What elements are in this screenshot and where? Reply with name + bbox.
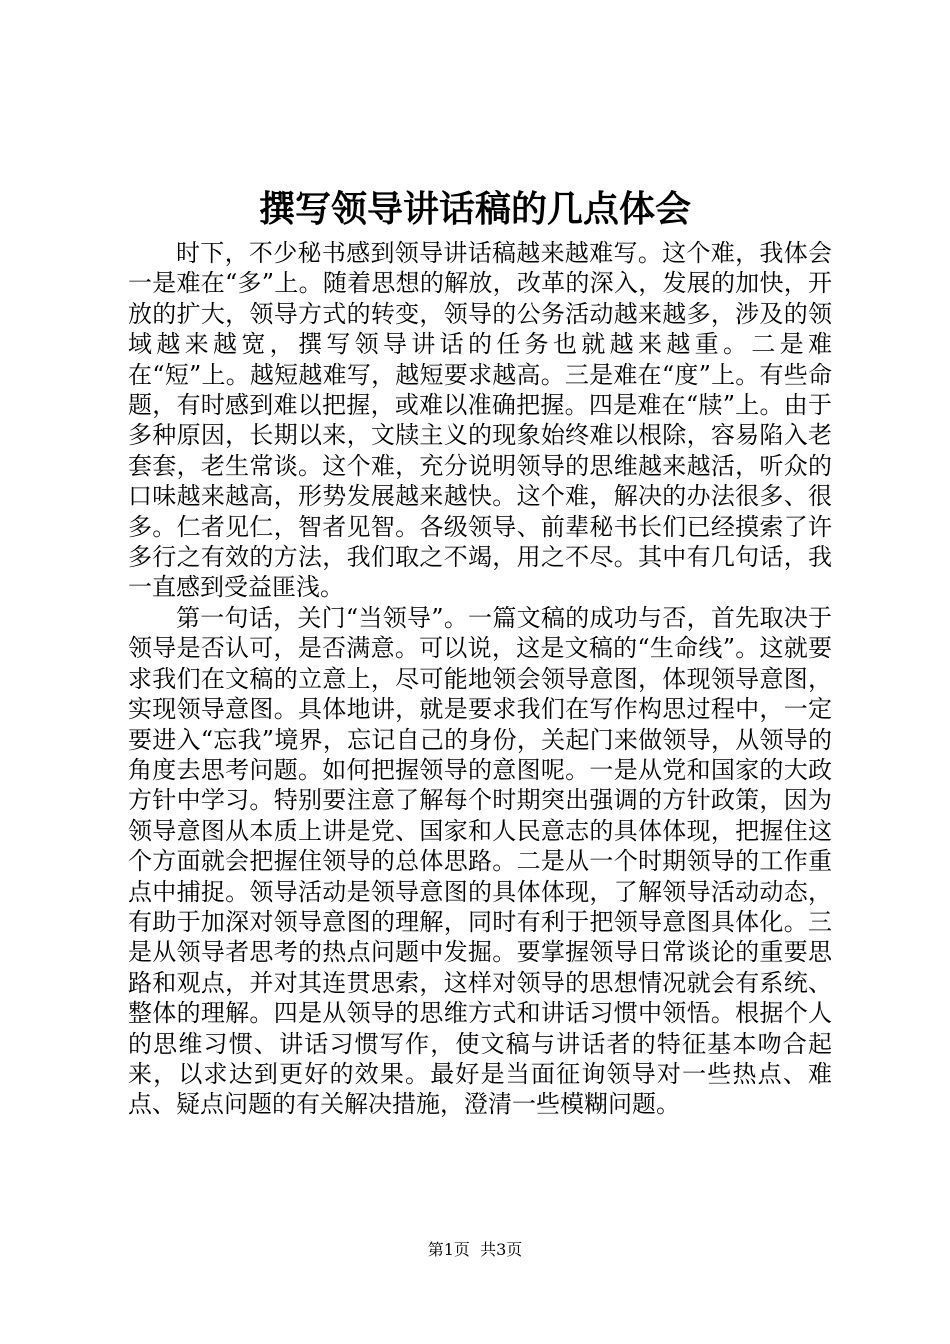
paragraph-2: 第一句话，关门“当领导”。一篇文稿的成功与否，首先取决于领导是否认可，是否满意。可以说，这是文稿的“生命线”。这就要求我们在文稿的立意上，尽可能地领会领导意图，体现领导意图，实现领导意图。具体地讲，就是要求我们在写作构思过程中，一定要进入“忘我”境界，忘记自己的身份，关起门来做领导，从领导的角度去思考问题。如何把握领导的意图呢。一是从党和国家的大政方针中学习。特别要注意了解每个时期突出强调的方针政策，因为领导意图从本质上讲是党、国家和人民意志的具体体现，把握住这个方面就会把握住领导的总体思路。二是从一个时期领导的工作重点中捕捉。领导活动是领导意图的具体体现，了解领导活动动态，有助于加深对领导意图的理解，同时有利于把领导意图具体化。三是从领导者思考的热点问题中发掘。要掌握领导日常谈论的重要思路和观点，并对其连贯思索，这样对领导的思想情况就会有系统、整体的理解。四是从领导的思维方式和讲话习惯中领悟。根据个人的思维习惯、讲话习惯写作，使文稿与讲话者的特征基本吻合起来，以求达到更好的效果。最好是当面征询领导对一些热点、难点、疑点问题的有关解决措施，澄清一些模糊问题。 [128,603,832,1119]
paragraph-1: 时下，不少秘书感到领导讲话稿越来越难写。这个难，我体会一是难在“多”上。随着思想的解放，改革的深入，发展的加快，开放的扩大，领导方式的转变，领导的公务活动越来越多，涉及的领域越来越宽，撰写领导讲话的任务也就越来越重。二是难在“短”上。越短越难写，越短要求越高。三是难在“度”上。有些命题，有时感到难以把握，或难以准确把握。四是难在“牍”上。由于多种原因，长期以来，文牍主义的现象始终难以根除，容易陷入老套套，老生常谈。这个难，充分说明领导的思维越来越活，听众的口味越来越高，形势发展越来越快。这个难，解决的办法很多、很多。仁者见仁，智者见智。各级领导、前辈秘书长们已经摸索了许多行之有效的方法，我们取之不竭，用之不尽。其中有几句话，我一直感到受益匪浅。 [128,239,832,602]
page-number: 第1页 [427,1240,470,1259]
document-body [128,238,832,1120]
page-total: 共3页 [480,1240,523,1259]
document-title: 撰写领导讲话稿的几点体会 [258,188,691,230]
footer-separator [470,1240,480,1259]
page-footer [0,1240,950,1260]
